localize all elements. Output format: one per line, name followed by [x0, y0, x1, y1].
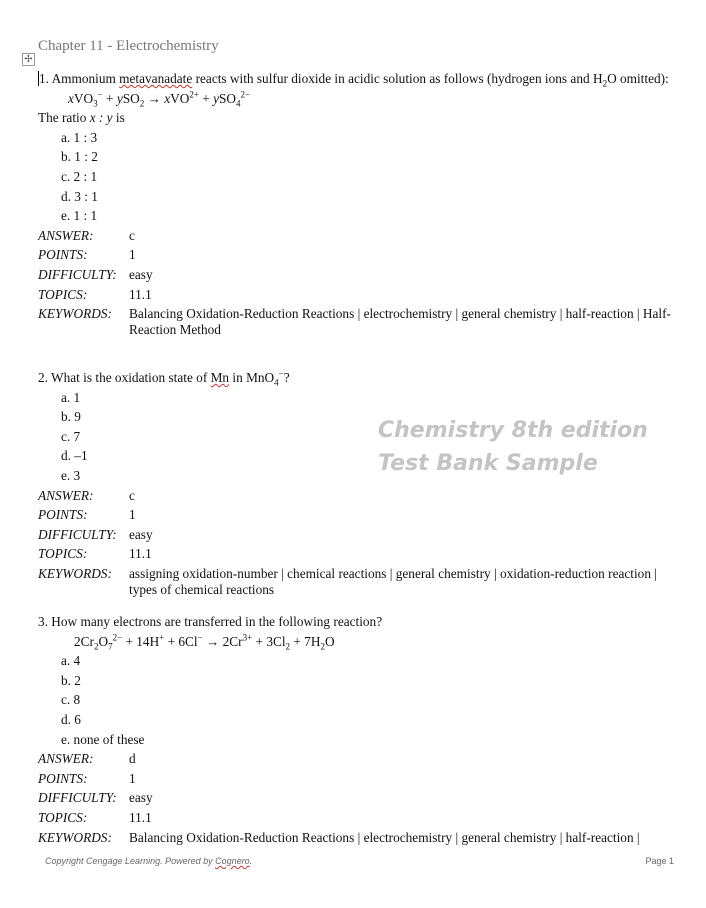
table-move-handle-icon[interactable]: ✢: [22, 53, 35, 66]
equation-term: 3+: [242, 632, 253, 643]
meta-row-keywords: [38, 304, 678, 338]
watermark: Chemistry 8th edition Test Bank Sample: [378, 418, 648, 476]
answer-value: c: [129, 487, 135, 503]
keywords-value: assigning oxidation-number | chemical reactions | general chemistry | oxidation-reduction reaction | types of chemical reactions: [129, 565, 657, 597]
answer-label: ANSWER:: [38, 751, 94, 767]
answer-option: c. 8: [61, 692, 81, 708]
equation-term: 2−: [112, 632, 123, 643]
misspelled-word[interactable]: Mn: [210, 370, 230, 385]
equation-term: VO: [170, 90, 190, 106]
keywords-label: KEYWORDS:: [38, 565, 112, 581]
answer-option: e. 1 : 1: [61, 208, 98, 224]
question-stem: 3. How many electrons are transferred in the following reaction?: [38, 614, 383, 629]
equation-term: −: [97, 89, 103, 100]
equation-term: 2: [93, 641, 99, 652]
meta-row-keywords: [38, 564, 678, 598]
answer-label: ANSWER:: [38, 487, 94, 503]
equation-term: → 2Cr: [202, 633, 243, 649]
answer-option: d. –1: [61, 448, 88, 464]
meta-row-answer: [38, 749, 678, 769]
equation-term: −: [197, 632, 203, 643]
misspelled-word[interactable]: metavanadate: [119, 71, 193, 86]
question-stem: 2. What is the oxidation state of Mn in MnO$_4$−?: [38, 368, 290, 388]
page-number: Page 1: [645, 856, 674, 866]
points-value: 1: [129, 247, 136, 263]
answer-option: b. 9: [61, 409, 81, 425]
points-label: POINTS:: [38, 507, 88, 523]
meta-row-topics: [38, 285, 678, 305]
answer-option: b. 2: [61, 672, 81, 688]
chapter-title: Chapter 11 - Electrochemistry: [38, 38, 219, 54]
equation-term: O: [98, 633, 109, 649]
difficulty-label: DIFFICULTY:: [38, 266, 117, 282]
meta-row-points: [38, 769, 678, 789]
cognero-link[interactable]: Cognero: [215, 856, 250, 866]
points-label: POINTS:: [38, 247, 88, 263]
equation-term: 2: [320, 641, 325, 652]
topics-value: 11.1: [129, 286, 152, 302]
equation-term: 7: [108, 641, 113, 652]
equation-term: x: [68, 90, 74, 106]
points-label: POINTS:: [38, 770, 88, 786]
difficulty-label: DIFFICULTY:: [38, 526, 117, 542]
topics-label: TOPICS:: [38, 286, 88, 302]
answer-option: a. 4: [61, 653, 81, 669]
answer-option: d. 6: [61, 711, 81, 727]
equation-term: + 3Cl: [252, 633, 286, 649]
topics-label: TOPICS:: [38, 809, 88, 825]
equation-term: SO: [218, 90, 236, 106]
meta-row-difficulty: [38, 265, 678, 285]
meta-row-topics: [38, 544, 678, 564]
meta-row-keywords: [38, 828, 678, 848]
answer-label: ANSWER:: [38, 227, 94, 243]
topics-value: 11.1: [129, 809, 152, 825]
equation-term: + 14H: [122, 633, 160, 649]
equation-term: O: [324, 633, 335, 649]
equation-term: 4: [235, 98, 241, 109]
answer-option: b. 1 : 2: [61, 149, 98, 165]
question-stem: 1. Ammonium metavanadate reacts with sulfur dioxide in acidic solution as follows (hydrogen ions and $H_2O$ omitted):: [39, 71, 669, 89]
equation-term: 2Cr: [74, 633, 94, 649]
equation: [38, 89, 678, 109]
question-1: [38, 69, 678, 338]
equation-term: x: [164, 90, 171, 106]
answer-option: c. 7: [61, 428, 81, 444]
meta-row-points: [38, 245, 678, 265]
answer-value: c: [129, 227, 135, 243]
equation-term: +: [198, 90, 214, 106]
equation: [38, 632, 678, 652]
meta-row-answer: [38, 486, 678, 506]
equation-term: 2−: [240, 89, 251, 100]
page-footer: Copyright Cengage Learning. Powered by Cognero. Page 1: [45, 856, 674, 866]
equation-term: 2: [139, 98, 145, 109]
equation-term: SO: [122, 90, 140, 106]
meta-row-difficulty: [38, 788, 678, 808]
topics-value: 11.1: [129, 546, 152, 562]
answer-option: a. 1: [61, 389, 81, 405]
equation-term: →: [144, 90, 165, 106]
equation-term: 2+: [189, 89, 199, 100]
keywords-value: Balancing Oxidation-Reduction Reactions | electrochemistry | general chemistry | half-reaction | Half-Reaction Method: [129, 306, 671, 338]
equation-term: +: [102, 90, 117, 106]
points-value: 1: [129, 770, 136, 786]
meta-row-points: [38, 505, 678, 525]
equation-term: 3: [93, 98, 98, 109]
meta-row-topics: [38, 808, 678, 828]
equation-term: y: [116, 90, 123, 106]
answer-option: a. 1 : 3: [61, 129, 98, 145]
equation-term: 2: [285, 641, 291, 652]
answer-value: d: [129, 751, 136, 767]
difficulty-value: easy: [129, 526, 153, 542]
copyright-text: Copyright Cengage Learning. Powered by: [45, 856, 216, 866]
option-list: [38, 651, 678, 749]
points-value: 1: [129, 507, 136, 523]
answer-option: e. none of these: [61, 731, 145, 747]
keywords-label: KEYWORDS:: [38, 829, 112, 845]
equation-term: VO: [73, 90, 94, 106]
answer-option: d. 3 : 1: [61, 188, 98, 204]
difficulty-label: DIFFICULTY:: [38, 790, 117, 806]
equation-term: +: [159, 632, 165, 643]
question-prompt: The ratio x : y is: [38, 110, 125, 126]
question-2: [38, 368, 678, 598]
keywords-label: KEYWORDS:: [38, 306, 112, 322]
keywords-value: Balancing Oxidation-Reduction Reactions | electrochemistry | general chemistry | half-reaction |: [129, 829, 640, 845]
equation-term: + 7H: [290, 633, 321, 649]
equation-term: y: [213, 90, 219, 106]
difficulty-value: easy: [129, 266, 153, 282]
question-3: [38, 612, 678, 847]
meta-row-answer: [38, 226, 678, 246]
topics-label: TOPICS:: [38, 546, 88, 562]
answer-option: c. 2 : 1: [61, 168, 98, 184]
meta-row-difficulty: [38, 525, 678, 545]
equation-term: + 6Cl: [164, 633, 198, 649]
option-list: [38, 128, 678, 226]
answer-option: e. 3: [61, 467, 81, 483]
difficulty-value: easy: [129, 790, 153, 806]
